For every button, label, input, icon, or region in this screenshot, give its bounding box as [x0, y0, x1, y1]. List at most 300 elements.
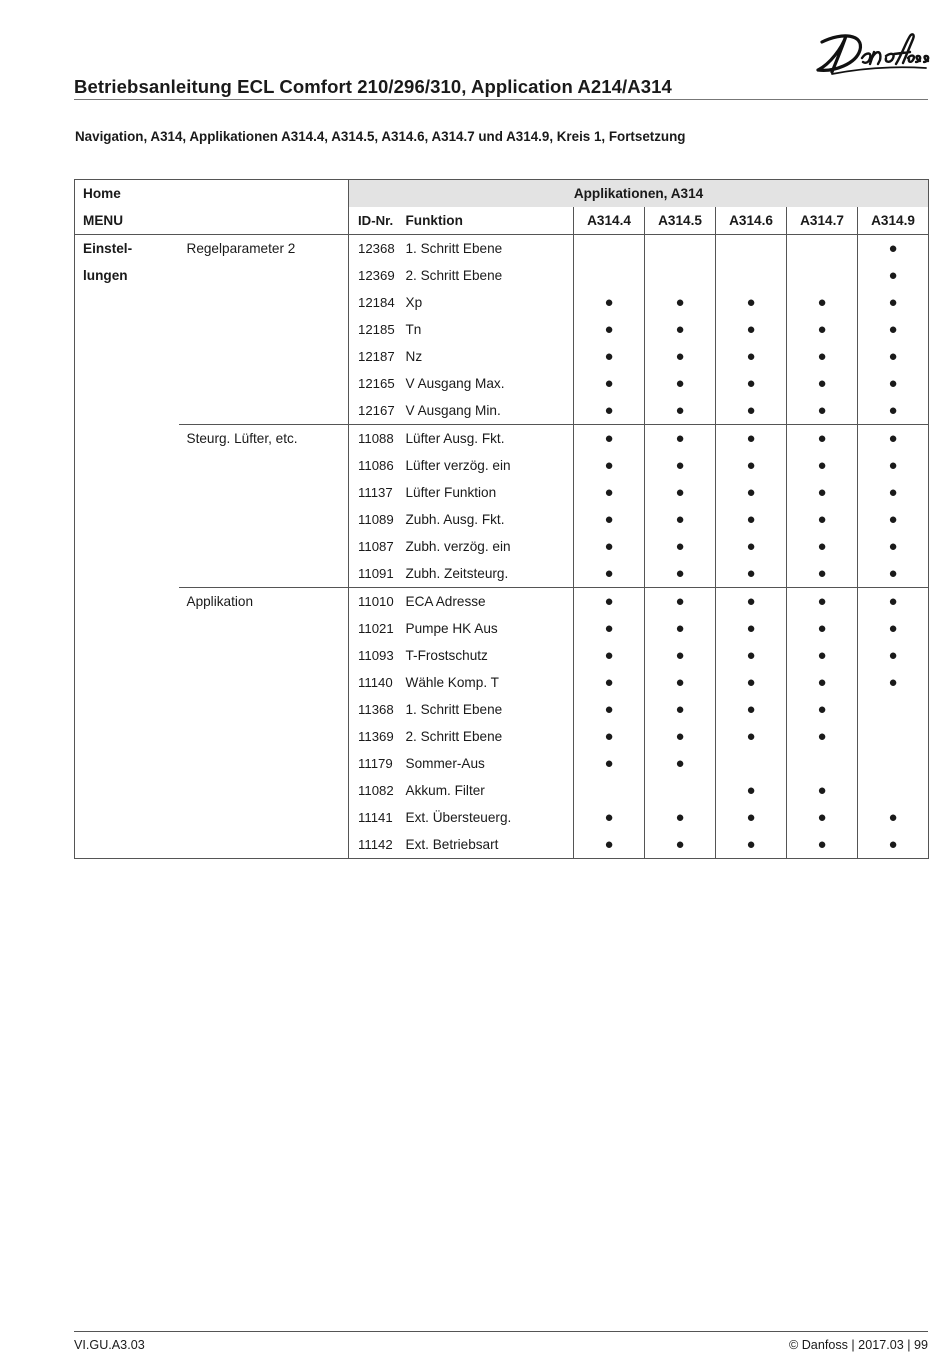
- availability-dot-icon: ●: [675, 565, 685, 582]
- availability-cell: [787, 425, 858, 453]
- availability-cell: [787, 316, 858, 343]
- availability-cell: [787, 289, 858, 316]
- app-column-header: A314.9: [858, 207, 929, 235]
- id-number: 11086: [349, 452, 406, 479]
- availability-cell: [858, 316, 929, 343]
- availability-dot-icon: ●: [675, 375, 685, 392]
- availability-cell: [574, 777, 645, 804]
- availability-cell: [858, 696, 929, 723]
- availability-dot-icon: ●: [604, 701, 614, 718]
- availability-dot-icon: ●: [817, 701, 827, 718]
- availability-cell: [858, 370, 929, 397]
- availability-dot-icon: ●: [604, 511, 614, 528]
- availability-cell: [787, 479, 858, 506]
- table-row: [75, 262, 929, 289]
- availability-cell: [858, 669, 929, 696]
- availability-dot-icon: ●: [604, 430, 614, 447]
- availability-dot-icon: ●: [746, 593, 756, 610]
- availability-dot-icon: ●: [675, 620, 685, 637]
- availability-dot-icon: ●: [888, 809, 898, 826]
- availability-cell: [716, 343, 787, 370]
- menu-cell: [75, 588, 179, 616]
- availability-cell: [787, 777, 858, 804]
- menu-cell: [75, 397, 179, 425]
- menu-cell: [75, 425, 179, 453]
- availability-dot-icon: ●: [604, 538, 614, 555]
- availability-cell: [716, 479, 787, 506]
- availability-cell: [574, 397, 645, 425]
- menu-cell: [75, 615, 179, 642]
- availability-cell: [858, 831, 929, 859]
- table-row: [75, 289, 929, 316]
- availability-cell: [645, 452, 716, 479]
- availability-dot-icon: ●: [604, 402, 614, 419]
- submenu-cell: [179, 750, 349, 777]
- availability-cell: [645, 533, 716, 560]
- availability-cell: [574, 615, 645, 642]
- submenu-cell: [179, 831, 349, 859]
- availability-dot-icon: ●: [817, 348, 827, 365]
- menu-cell: [75, 343, 179, 370]
- availability-cell: [787, 831, 858, 859]
- applications-header: Applikationen, A314: [349, 180, 929, 208]
- availability-cell: [716, 669, 787, 696]
- submenu-cell: [179, 696, 349, 723]
- availability-dot-icon: ●: [746, 348, 756, 365]
- availability-cell: [716, 804, 787, 831]
- availability-cell: [858, 615, 929, 642]
- availability-cell: [574, 479, 645, 506]
- availability-dot-icon: ●: [888, 375, 898, 392]
- availability-dot-icon: ●: [746, 538, 756, 555]
- availability-cell: [645, 615, 716, 642]
- function-name: Lüfter Funktion: [405, 485, 497, 500]
- availability-dot-icon: ●: [675, 484, 685, 501]
- availability-dot-icon: ●: [746, 457, 756, 474]
- copyright-page: © Danfoss | 2017.03 | 99: [788, 1338, 928, 1352]
- menu-cell: [75, 560, 179, 588]
- table-row: [75, 750, 929, 777]
- id-number: 11082: [349, 777, 406, 804]
- submenu-cell: [179, 262, 349, 289]
- submenu-cell: [179, 804, 349, 831]
- id-number: 11142: [349, 831, 406, 859]
- availability-dot-icon: ●: [746, 402, 756, 419]
- availability-cell: [858, 289, 929, 316]
- function-name: Sommer-Aus: [405, 756, 485, 771]
- id-number: 12165: [349, 370, 406, 397]
- availability-cell: [574, 452, 645, 479]
- availability-cell: [858, 804, 929, 831]
- availability-cell: [858, 642, 929, 669]
- submenu-cell: [179, 289, 349, 316]
- availability-dot-icon: ●: [604, 593, 614, 610]
- function-name: Lüfter verzög. ein: [405, 458, 511, 473]
- availability-cell: [574, 588, 645, 616]
- submenu-cell: [179, 533, 349, 560]
- table-row: [75, 615, 929, 642]
- availability-dot-icon: ●: [604, 674, 614, 691]
- availability-cell: [645, 696, 716, 723]
- availability-cell: [574, 425, 645, 453]
- availability-cell: [574, 289, 645, 316]
- availability-dot-icon: ●: [817, 402, 827, 419]
- availability-cell: [574, 506, 645, 533]
- id-number: 11140: [349, 669, 406, 696]
- availability-cell: [858, 750, 929, 777]
- menu-cell: [75, 316, 179, 343]
- submenu-cell: [179, 370, 349, 397]
- availability-cell: [645, 397, 716, 425]
- availability-cell: [716, 723, 787, 750]
- availability-dot-icon: ●: [746, 375, 756, 392]
- function-name: V Ausgang Max.: [405, 376, 505, 391]
- availability-cell: [645, 425, 716, 453]
- availability-dot-icon: ●: [675, 511, 685, 528]
- availability-cell: [787, 506, 858, 533]
- id-number: 11021: [349, 615, 406, 642]
- id-number: 11010: [349, 588, 406, 616]
- title-divider: [74, 99, 928, 100]
- availability-dot-icon: ●: [746, 728, 756, 745]
- availability-cell: [716, 289, 787, 316]
- availability-dot-icon: ●: [746, 674, 756, 691]
- table-row: [75, 235, 929, 263]
- app-column-header: A314.4: [574, 207, 645, 235]
- availability-cell: [787, 723, 858, 750]
- table-row: [75, 804, 929, 831]
- availability-dot-icon: ●: [746, 430, 756, 447]
- availability-cell: [787, 750, 858, 777]
- availability-cell: [574, 370, 645, 397]
- table-row: [75, 669, 929, 696]
- availability-cell: [787, 669, 858, 696]
- availability-dot-icon: ●: [817, 593, 827, 610]
- availability-cell: [645, 506, 716, 533]
- availability-dot-icon: ●: [746, 511, 756, 528]
- availability-cell: [858, 777, 929, 804]
- id-number: 11369: [349, 723, 406, 750]
- availability-cell: [645, 588, 716, 616]
- menu-cell: [75, 723, 179, 750]
- availability-dot-icon: ●: [888, 457, 898, 474]
- availability-cell: [716, 262, 787, 289]
- availability-cell: [645, 262, 716, 289]
- function-name: ECA Adresse: [406, 588, 574, 616]
- availability-dot-icon: ●: [746, 782, 756, 799]
- availability-cell: [645, 642, 716, 669]
- availability-cell: [574, 669, 645, 696]
- availability-cell: [645, 479, 716, 506]
- availability-dot-icon: ●: [817, 321, 827, 338]
- availability-dot-icon: ●: [675, 321, 685, 338]
- availability-dot-icon: ●: [604, 647, 614, 664]
- function-name: 1. Schritt Ebene: [405, 702, 503, 717]
- availability-dot-icon: ●: [817, 294, 827, 311]
- table-row: [75, 370, 929, 397]
- availability-cell: [574, 696, 645, 723]
- availability-dot-icon: ●: [604, 457, 614, 474]
- availability-cell: [716, 831, 787, 859]
- function-name: 1. Schritt Ebene: [405, 241, 503, 256]
- submenu-label: Regelparameter 2: [186, 241, 296, 256]
- table-row: [75, 425, 929, 453]
- availability-dot-icon: ●: [888, 593, 898, 610]
- availability-cell: [645, 289, 716, 316]
- table-row: [75, 452, 929, 479]
- menu-cell: [75, 777, 179, 804]
- availability-cell: [787, 452, 858, 479]
- availability-dot-icon: ●: [817, 809, 827, 826]
- availability-cell: [787, 615, 858, 642]
- availability-cell: [787, 262, 858, 289]
- footer-divider: [74, 1331, 928, 1332]
- availability-cell: [574, 262, 645, 289]
- submenu-cell: [179, 642, 349, 669]
- app-column-header: A314.7: [787, 207, 858, 235]
- availability-cell: [716, 397, 787, 425]
- menu-item-label: Einstel-: [75, 235, 179, 263]
- availability-cell: [716, 370, 787, 397]
- availability-dot-icon: ●: [817, 836, 827, 853]
- availability-cell: [716, 696, 787, 723]
- availability-dot-icon: ●: [817, 728, 827, 745]
- menu-cell: [75, 831, 179, 859]
- menu-cell: [75, 696, 179, 723]
- availability-dot-icon: ●: [675, 538, 685, 555]
- availability-cell: [645, 316, 716, 343]
- availability-dot-icon: ●: [675, 701, 685, 718]
- availability-dot-icon: ●: [888, 484, 898, 501]
- availability-cell: [858, 452, 929, 479]
- availability-cell: [858, 723, 929, 750]
- availability-dot-icon: ●: [888, 267, 898, 284]
- availability-dot-icon: ●: [888, 647, 898, 664]
- availability-cell: [787, 533, 858, 560]
- availability-cell: [716, 533, 787, 560]
- availability-dot-icon: ●: [888, 565, 898, 582]
- availability-dot-icon: ●: [888, 294, 898, 311]
- availability-cell: [787, 642, 858, 669]
- availability-dot-icon: ●: [746, 701, 756, 718]
- danfoss-logo: [812, 28, 930, 78]
- menu-cell: [75, 804, 179, 831]
- submenu-cell: [179, 560, 349, 588]
- function-name: T-Frostschutz: [405, 648, 488, 663]
- function-name: Tn: [405, 322, 422, 337]
- table-row: [75, 696, 929, 723]
- section-title: Navigation, A314, Applikationen A314.4, A314.5, A314.6, A314.7 und A314.9, Kreis 1, Fortsetzung: [75, 129, 686, 144]
- availability-dot-icon: ●: [675, 457, 685, 474]
- menu-cell: [75, 479, 179, 506]
- submenu-cell: [179, 669, 349, 696]
- menu-cell: [75, 506, 179, 533]
- table-row: [75, 479, 929, 506]
- id-number: 12369: [349, 262, 406, 289]
- table-row: [75, 343, 929, 370]
- availability-dot-icon: ●: [888, 620, 898, 637]
- availability-cell: [716, 560, 787, 588]
- availability-dot-icon: ●: [675, 430, 685, 447]
- availability-dot-icon: ●: [746, 565, 756, 582]
- availability-dot-icon: ●: [817, 511, 827, 528]
- table-row: [75, 533, 929, 560]
- availability-dot-icon: ●: [817, 430, 827, 447]
- availability-cell: [858, 588, 929, 616]
- availability-dot-icon: ●: [746, 620, 756, 637]
- availability-dot-icon: ●: [675, 593, 685, 610]
- function-name: V Ausgang Min.: [405, 403, 501, 418]
- availability-cell: [574, 750, 645, 777]
- availability-dot-icon: ●: [746, 294, 756, 311]
- availability-cell: [858, 479, 929, 506]
- function-name: 2. Schritt Ebene: [405, 268, 503, 283]
- availability-dot-icon: ●: [604, 321, 614, 338]
- availability-dot-icon: ●: [817, 782, 827, 799]
- availability-cell: [716, 615, 787, 642]
- menu-cell: [75, 750, 179, 777]
- table-row: [75, 588, 929, 616]
- availability-cell: [716, 452, 787, 479]
- availability-cell: [858, 425, 929, 453]
- availability-dot-icon: ●: [675, 674, 685, 691]
- id-number: 11141: [349, 804, 406, 831]
- availability-cell: [574, 533, 645, 560]
- availability-dot-icon: ●: [817, 457, 827, 474]
- availability-cell: [574, 804, 645, 831]
- availability-cell: [645, 370, 716, 397]
- function-name: 2. Schritt Ebene: [405, 729, 503, 744]
- function-name: Xp: [405, 295, 423, 310]
- navigation-table: [74, 179, 929, 859]
- availability-cell: [716, 777, 787, 804]
- function-name: Lüfter Ausg. Fkt.: [406, 425, 574, 453]
- submenu-cell: [179, 452, 349, 479]
- availability-cell: [645, 343, 716, 370]
- availability-dot-icon: ●: [817, 538, 827, 555]
- availability-cell: [645, 804, 716, 831]
- id-number: 11087: [349, 533, 406, 560]
- availability-cell: [716, 425, 787, 453]
- id-number: 12368: [349, 235, 406, 263]
- availability-dot-icon: ●: [604, 755, 614, 772]
- availability-dot-icon: ●: [604, 620, 614, 637]
- function-name: Ext. Betriebsart: [406, 831, 574, 859]
- availability-cell: [858, 533, 929, 560]
- availability-dot-icon: ●: [888, 430, 898, 447]
- document-title: Betriebsanleitung ECL Comfort 210/296/310, Application A214/A314: [74, 76, 672, 97]
- availability-cell: [574, 560, 645, 588]
- table-row: [75, 831, 929, 859]
- table-row: [75, 560, 929, 588]
- menu-label: MENU: [75, 207, 179, 235]
- availability-cell: [645, 750, 716, 777]
- availability-dot-icon: ●: [746, 647, 756, 664]
- availability-cell: [645, 777, 716, 804]
- menu-cell: [75, 452, 179, 479]
- availability-cell: [645, 723, 716, 750]
- availability-dot-icon: ●: [888, 538, 898, 555]
- availability-dot-icon: ●: [604, 565, 614, 582]
- availability-cell: [645, 831, 716, 859]
- id-number: 11368: [349, 696, 406, 723]
- table-row: [75, 723, 929, 750]
- id-number: 12185: [349, 316, 406, 343]
- availability-cell: [574, 723, 645, 750]
- submenu-cell: [179, 343, 349, 370]
- function-column-header: Funktion: [406, 207, 574, 235]
- submenu-cell: [179, 479, 349, 506]
- availability-cell: [858, 560, 929, 588]
- availability-cell: [787, 804, 858, 831]
- availability-dot-icon: ●: [746, 321, 756, 338]
- availability-cell: [716, 750, 787, 777]
- id-number: 11093: [349, 642, 406, 669]
- availability-cell: [787, 397, 858, 425]
- availability-cell: [716, 506, 787, 533]
- table-row: [75, 777, 929, 804]
- function-name: Wähle Komp. T: [405, 675, 499, 690]
- availability-dot-icon: ●: [604, 375, 614, 392]
- availability-cell: [858, 235, 929, 263]
- document-code: VI.GU.A3.03: [74, 1338, 145, 1352]
- availability-dot-icon: ●: [746, 836, 756, 853]
- availability-dot-icon: ●: [604, 348, 614, 365]
- availability-dot-icon: ●: [888, 240, 898, 257]
- id-number: 11091: [349, 560, 406, 588]
- availability-dot-icon: ●: [817, 674, 827, 691]
- id-number: 12184: [349, 289, 406, 316]
- function-name: Ext. Übersteuerg.: [405, 810, 512, 825]
- availability-cell: [787, 343, 858, 370]
- availability-cell: [716, 235, 787, 263]
- id-number: 11137: [349, 479, 406, 506]
- home-label: Home: [75, 180, 179, 208]
- id-column-header: ID-Nr.: [349, 207, 406, 235]
- availability-dot-icon: ●: [604, 294, 614, 311]
- submenu-cell: [179, 316, 349, 343]
- availability-cell: [574, 235, 645, 263]
- id-number: 11179: [349, 750, 406, 777]
- availability-dot-icon: ●: [817, 647, 827, 664]
- availability-dot-icon: ●: [675, 728, 685, 745]
- submenu-cell: [179, 723, 349, 750]
- id-number: 11089: [349, 506, 406, 533]
- availability-dot-icon: ●: [746, 484, 756, 501]
- availability-dot-icon: ●: [675, 402, 685, 419]
- availability-dot-icon: ●: [675, 294, 685, 311]
- submenu-label: Steurg. Lüfter, etc.: [179, 425, 349, 453]
- availability-cell: [858, 506, 929, 533]
- submenu-cell: [179, 777, 349, 804]
- availability-dot-icon: ●: [888, 836, 898, 853]
- id-number: 12187: [349, 343, 406, 370]
- function-name: Nz: [405, 349, 423, 364]
- availability-cell: [716, 642, 787, 669]
- availability-dot-icon: ●: [746, 809, 756, 826]
- menu-item-label: lungen: [75, 262, 179, 289]
- availability-cell: [787, 235, 858, 263]
- availability-cell: [716, 588, 787, 616]
- availability-dot-icon: ●: [817, 620, 827, 637]
- availability-cell: [574, 831, 645, 859]
- availability-dot-icon: ●: [675, 755, 685, 772]
- availability-dot-icon: ●: [604, 809, 614, 826]
- availability-cell: [787, 560, 858, 588]
- submenu-label: Applikation: [179, 588, 349, 616]
- submenu-cell: [179, 397, 349, 425]
- availability-cell: [858, 397, 929, 425]
